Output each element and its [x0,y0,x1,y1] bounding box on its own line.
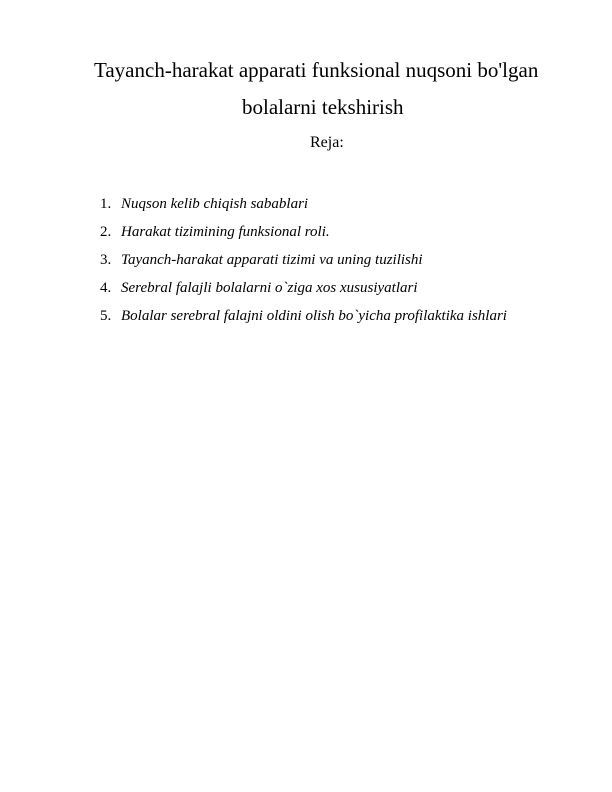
plan-item-number: 3. [100,252,112,268]
plan-item-1 [100,194,507,222]
plan-item-number: 4. [100,280,112,296]
plan-item-text: Nuqson kelib chiqish sabablari [121,196,309,212]
plan-item-3 [100,250,507,278]
plan-item-5 [100,306,507,334]
plan-item-text: Bolalar serebral falajni oldini olish bo`yicha profilaktika ishlari [121,308,507,324]
plan-heading: Reja: [310,134,344,151]
plan-item-text: Serebral falajli bolalarni o`ziga xos xususiyatlari [121,280,418,296]
document-title-line-1: Tayanch-harakat apparati funksional nuqsoni bo'lgan [94,58,539,82]
plan-item-number: 2. [100,224,112,240]
plan-item-4 [100,278,507,306]
plan-item-text: Harakat tizimining funksional roli. [121,224,330,240]
plan-list [100,194,507,334]
plan-item-text: Tayanch-harakat apparati tizimi va uning tuzilishi [121,252,423,268]
document-title-line-2: bolalarni tekshirish [242,95,404,119]
plan-item-2 [100,222,507,250]
plan-item-number: 1. [100,196,112,212]
plan-item-number: 5. [100,308,112,324]
